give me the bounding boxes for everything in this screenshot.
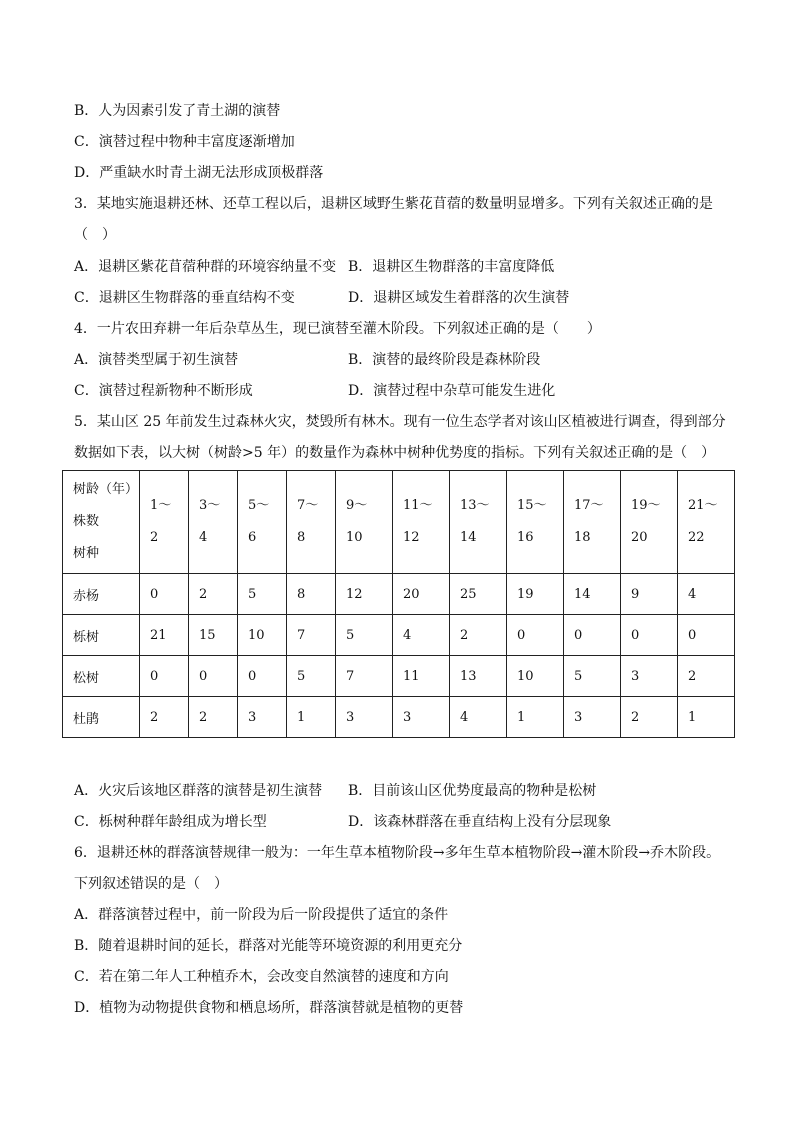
age-group-header (564, 471, 621, 574)
count-cell: 4 (393, 615, 450, 656)
age-group-end: 12 (403, 530, 420, 545)
q4-option-b: B．演替的最终阶段是森林阶段 (348, 352, 541, 368)
count-cell: 5 (287, 656, 336, 697)
q6-option-c: C．若在第二年人工种植乔木，会改变自然演替的速度和方向 (74, 969, 449, 985)
q3-option-b: B．退耕区生物群落的丰富度降低 (348, 259, 555, 275)
count-cell: 0 (189, 656, 238, 697)
age-group-start: 15～ (517, 498, 547, 513)
count-cell: 1 (678, 697, 735, 738)
q6-stem: 6．退耕还林的群落演替规律一般为：一年生草本植物阶段→多年生草本植物阶段→灌木阶段→乔木阶段。 (74, 845, 721, 861)
count-cell: 7 (336, 656, 393, 697)
species-cell: 松树 (63, 656, 140, 697)
table-row (63, 615, 735, 656)
header-count-label: 株数 (73, 514, 100, 529)
age-group-start: 7～ (297, 498, 319, 513)
count-cell: 0 (140, 656, 189, 697)
age-group-header (621, 471, 678, 574)
count-cell: 13 (450, 656, 507, 697)
table-header-row (63, 471, 735, 574)
q3-option-d: D．退耕区域发生着群落的次生演替 (348, 290, 570, 306)
age-group-header (238, 471, 287, 574)
count-cell: 14 (564, 574, 621, 615)
species-cell: 赤杨 (63, 574, 140, 615)
count-cell: 9 (621, 574, 678, 615)
age-group-header (287, 471, 336, 574)
count-cell: 3 (393, 697, 450, 738)
q2-option-c: C．演替过程中物种丰富度逐渐增加 (74, 134, 295, 150)
age-group-start: 5～ (248, 498, 270, 513)
count-cell: 8 (287, 574, 336, 615)
tree-age-table (62, 470, 735, 738)
age-group-start: 1～ (150, 498, 172, 513)
table-row (63, 697, 735, 738)
count-cell: 3 (564, 697, 621, 738)
q5-stem-cont: 数据如下表，以大树（树龄>5 年）的数量作为森林中树种优势度的指标。下列有关叙述正确的是（ ） (74, 445, 716, 461)
q2-option-b: B．人为因素引发了青土湖的演替 (74, 103, 281, 119)
age-group-header (678, 471, 735, 574)
count-cell: 0 (238, 656, 287, 697)
header-species-label: 树种 (73, 546, 100, 561)
species-cell: 栎树 (63, 615, 140, 656)
age-group-end: 22 (688, 530, 705, 545)
age-group-end: 8 (297, 530, 306, 545)
age-group-end: 2 (150, 530, 159, 545)
count-cell: 1 (507, 697, 564, 738)
count-cell: 2 (678, 656, 735, 697)
count-cell: 2 (189, 574, 238, 615)
age-group-start: 13～ (460, 498, 490, 513)
age-group-end: 14 (460, 530, 477, 545)
age-group-start: 17～ (574, 498, 604, 513)
count-cell: 7 (287, 615, 336, 656)
q4-option-c: C．演替过程新物种不断形成 (74, 383, 253, 399)
q4-option-a: A．演替类型属于初生演替 (74, 352, 239, 368)
count-cell: 0 (564, 615, 621, 656)
q4-stem: 4．一片农田弃耕一年后杂草丛生，现已演替至灌木阶段。下列叙述正确的是（ ） (74, 321, 601, 337)
count-cell: 21 (140, 615, 189, 656)
q5-option-c: C．栎树种群年龄组成为增长型 (74, 814, 267, 830)
q5-option-b: B．目前该山区优势度最高的物种是松树 (348, 783, 597, 799)
q2-option-d: D．严重缺水时青土湖无法形成顶极群落 (74, 165, 324, 181)
q5-stem: 5．某山区 25 年前发生过森林火灾，焚毁所有林木。现有一位生态学者对该山区植被进行调查，得到部分 (74, 414, 726, 430)
q6-stem-cont: 下列叙述错误的是（ ） (74, 876, 228, 892)
count-cell: 0 (621, 615, 678, 656)
count-cell: 15 (189, 615, 238, 656)
age-group-start: 19～ (631, 498, 661, 513)
count-cell: 5 (336, 615, 393, 656)
age-group-start: 3～ (199, 498, 221, 513)
count-cell: 19 (507, 574, 564, 615)
count-cell: 4 (450, 697, 507, 738)
q3-stem-bracket: （ ） (74, 227, 116, 243)
age-group-start: 21～ (688, 498, 718, 513)
count-cell: 1 (287, 697, 336, 738)
age-group-header (507, 471, 564, 574)
q6-option-d: D．植物为动物提供食物和栖息场所，群落演替就是植物的更替 (74, 1000, 464, 1016)
count-cell: 5 (564, 656, 621, 697)
age-group-header (189, 471, 238, 574)
count-cell: 3 (336, 697, 393, 738)
count-cell: 2 (140, 697, 189, 738)
age-group-end: 20 (631, 530, 648, 545)
species-cell: 杜鹃 (63, 697, 140, 738)
header-age-label: 树龄（年） (73, 482, 139, 497)
age-group-end: 18 (574, 530, 591, 545)
count-cell: 11 (393, 656, 450, 697)
count-cell: 25 (450, 574, 507, 615)
age-group-end: 16 (517, 530, 534, 545)
age-group-end: 10 (346, 530, 363, 545)
count-cell: 2 (450, 615, 507, 656)
count-cell: 0 (678, 615, 735, 656)
q5-option-a: A．火灾后该地区群落的演替是初生演替 (74, 783, 323, 799)
age-group-end: 4 (199, 530, 208, 545)
q3-stem: 3．某地实施退耕还林、还草工程以后，退耕区域野生紫花苜蓿的数量明显增多。下列有关叙述正确的是 (74, 196, 713, 212)
count-cell: 2 (189, 697, 238, 738)
table-row (63, 574, 735, 615)
count-cell: 20 (393, 574, 450, 615)
age-group-start: 11～ (403, 498, 433, 513)
age-group-start: 9～ (346, 498, 368, 513)
q3-option-a: A．退耕区紫花苜蓿种群的环境容纳量不变 (74, 259, 337, 275)
q3-option-c: C．退耕区生物群落的垂直结构不变 (74, 290, 295, 306)
count-cell: 4 (678, 574, 735, 615)
table-row (63, 656, 735, 697)
count-cell: 5 (238, 574, 287, 615)
count-cell: 2 (621, 697, 678, 738)
age-group-header (140, 471, 189, 574)
count-cell: 3 (238, 697, 287, 738)
q6-option-a: A．群落演替过程中，前一阶段为后一阶段提供了适宜的条件 (74, 907, 449, 923)
age-group-header (450, 471, 507, 574)
count-cell: 0 (507, 615, 564, 656)
count-cell: 10 (507, 656, 564, 697)
count-cell: 12 (336, 574, 393, 615)
count-cell: 0 (140, 574, 189, 615)
count-cell: 3 (621, 656, 678, 697)
q6-option-b: B．随着退耕时间的延长，群落对光能等环境资源的利用更充分 (74, 938, 463, 954)
header-corner-cell (63, 471, 140, 574)
count-cell: 10 (238, 615, 287, 656)
q5-option-d: D．该森林群落在垂直结构上没有分层现象 (348, 814, 612, 830)
age-group-header (336, 471, 393, 574)
age-group-header (393, 471, 450, 574)
q4-option-d: D．演替过程中杂草可能发生进化 (348, 383, 556, 399)
age-group-end: 6 (248, 530, 257, 545)
